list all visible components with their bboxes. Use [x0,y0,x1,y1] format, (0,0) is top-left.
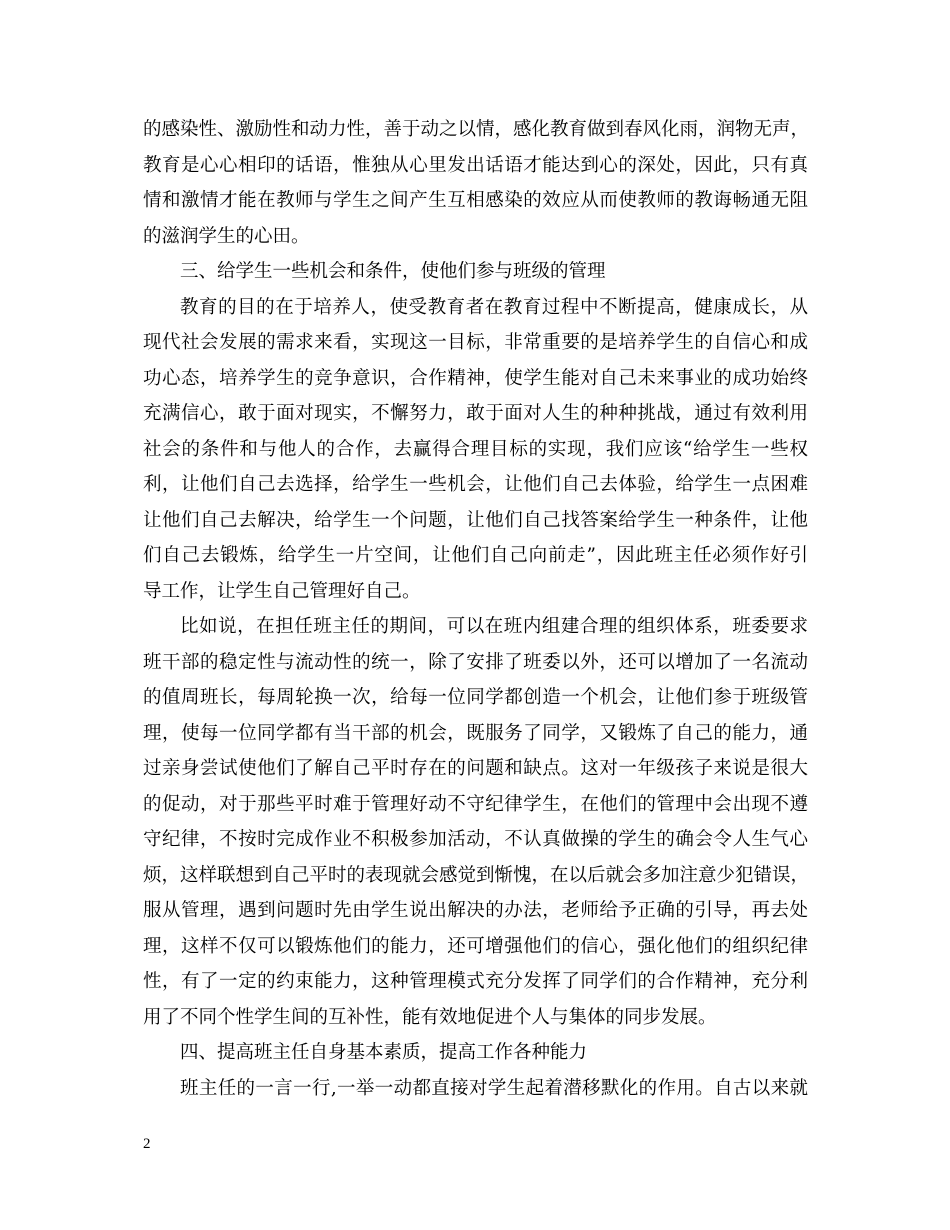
text-line: 班主任的一言一行,一举一动都直接对学生起着潜移默化的作用。自古以来就 [180,1077,808,1099]
text-line: 导工作，让学生自己管理好自己。 [143,580,421,602]
text-line: 三、给学生一些机会和条件，使他们参与班级的管理 [180,261,606,282]
text-line: 的滋润学生的心田。 [143,225,310,247]
text-line: 利，让他们自己去选择，给学生一些机会，让他们自己去体验，给学生一点困难 [143,474,808,495]
text-line: 用了不同个性学生间的互补性，能有效地促进个人与集体的同步发展。 [143,1006,717,1028]
text-line: 功心态，培养学生的竞争意识，合作精神，使学生能对自己未来事业的成功始终 [143,367,808,389]
text-line: 理，这样不仅可以锻炼他们的能力，还可增强他们的信心，强化他们的组织纪律 [143,935,808,957]
text-line: 让他们自己去解决，给学生一个问题，让他们自己找答案给学生一种条件，让他 [143,509,808,531]
text-line: 现代社会发展的需求来看，实现这一目标，非常重要的是培养学生的自信心和成 [143,332,808,353]
text-line: 性，有了一定的约束能力，这种管理模式充分发挥了同学们的合作精神，充分利 [143,971,808,992]
text-line: 社会的条件和与他人的合作，去赢得合理目标的实现，我们应该“给学生一些权 [143,438,808,460]
text-line: 们自己去锻炼，给学生一片空间，让他们自己向前走”，因此班主任必须作好引 [143,545,808,566]
text-line: 的感染性、激励性和动力性，善于动之以情，感化教育做到春风化雨，润物无声， [143,119,810,140]
page-number: 2 [143,1136,151,1152]
text-line: 的促动，对于那些平时难于管理好动不守纪律学生，在他们的管理中会出现不遵 [143,793,808,815]
text-line: 充满信心，敢于面对现实，不懈努力，敢于面对人生的种种挑战，通过有效利用 [143,403,808,424]
text-line: 教育是心心相印的话语，惟独从心里发出话语才能达到心的深处，因此，只有真 [143,154,808,176]
text-line: 服从管理，遇到问题时先由学生说出解决的办法，老师给予正确的引导，再去处 [143,900,808,921]
document-body [143,112,808,1106]
text-line: 情和激情才能在教师与学生之间产生互相感染的效应从而使教师的教诲畅通无阻 [143,190,808,211]
text-line: 过亲身尝试使他们了解自己平时存在的问题和缺点。这对一年级孩子来说是很大 [143,758,808,779]
text-line: 烦，这样联想到自己平时的表现就会感觉到惭愧，在以后就会多加注意少犯错误， [143,864,810,886]
text-line: 班干部的稳定性与流动性的统一，除了安排了班委以外，还可以增加了一名流动 [143,651,808,673]
text-line: 四、提高班主任自身基本素质，提高工作各种能力 [180,1042,588,1063]
text-line: 的值周班长，每周轮换一次，给每一位同学都创造一个机会，让他们参于班级管 [143,687,808,708]
text-line: 比如说，在担任班主任的期间，可以在班内组建合理的组织体系，班委要求 [180,616,808,637]
text-line: 教育的目的在于培养人，使受教育者在教育过程中不断提高，健康成长，从 [180,296,808,318]
text-line: 理，使每一位同学都有当干部的机会，既服务了同学，又锻炼了自己的能力，通 [143,722,808,744]
text-line: 守纪律，不按时完成作业不积极参加活动，不认真做操的学生的确会令人生气心 [143,829,808,850]
